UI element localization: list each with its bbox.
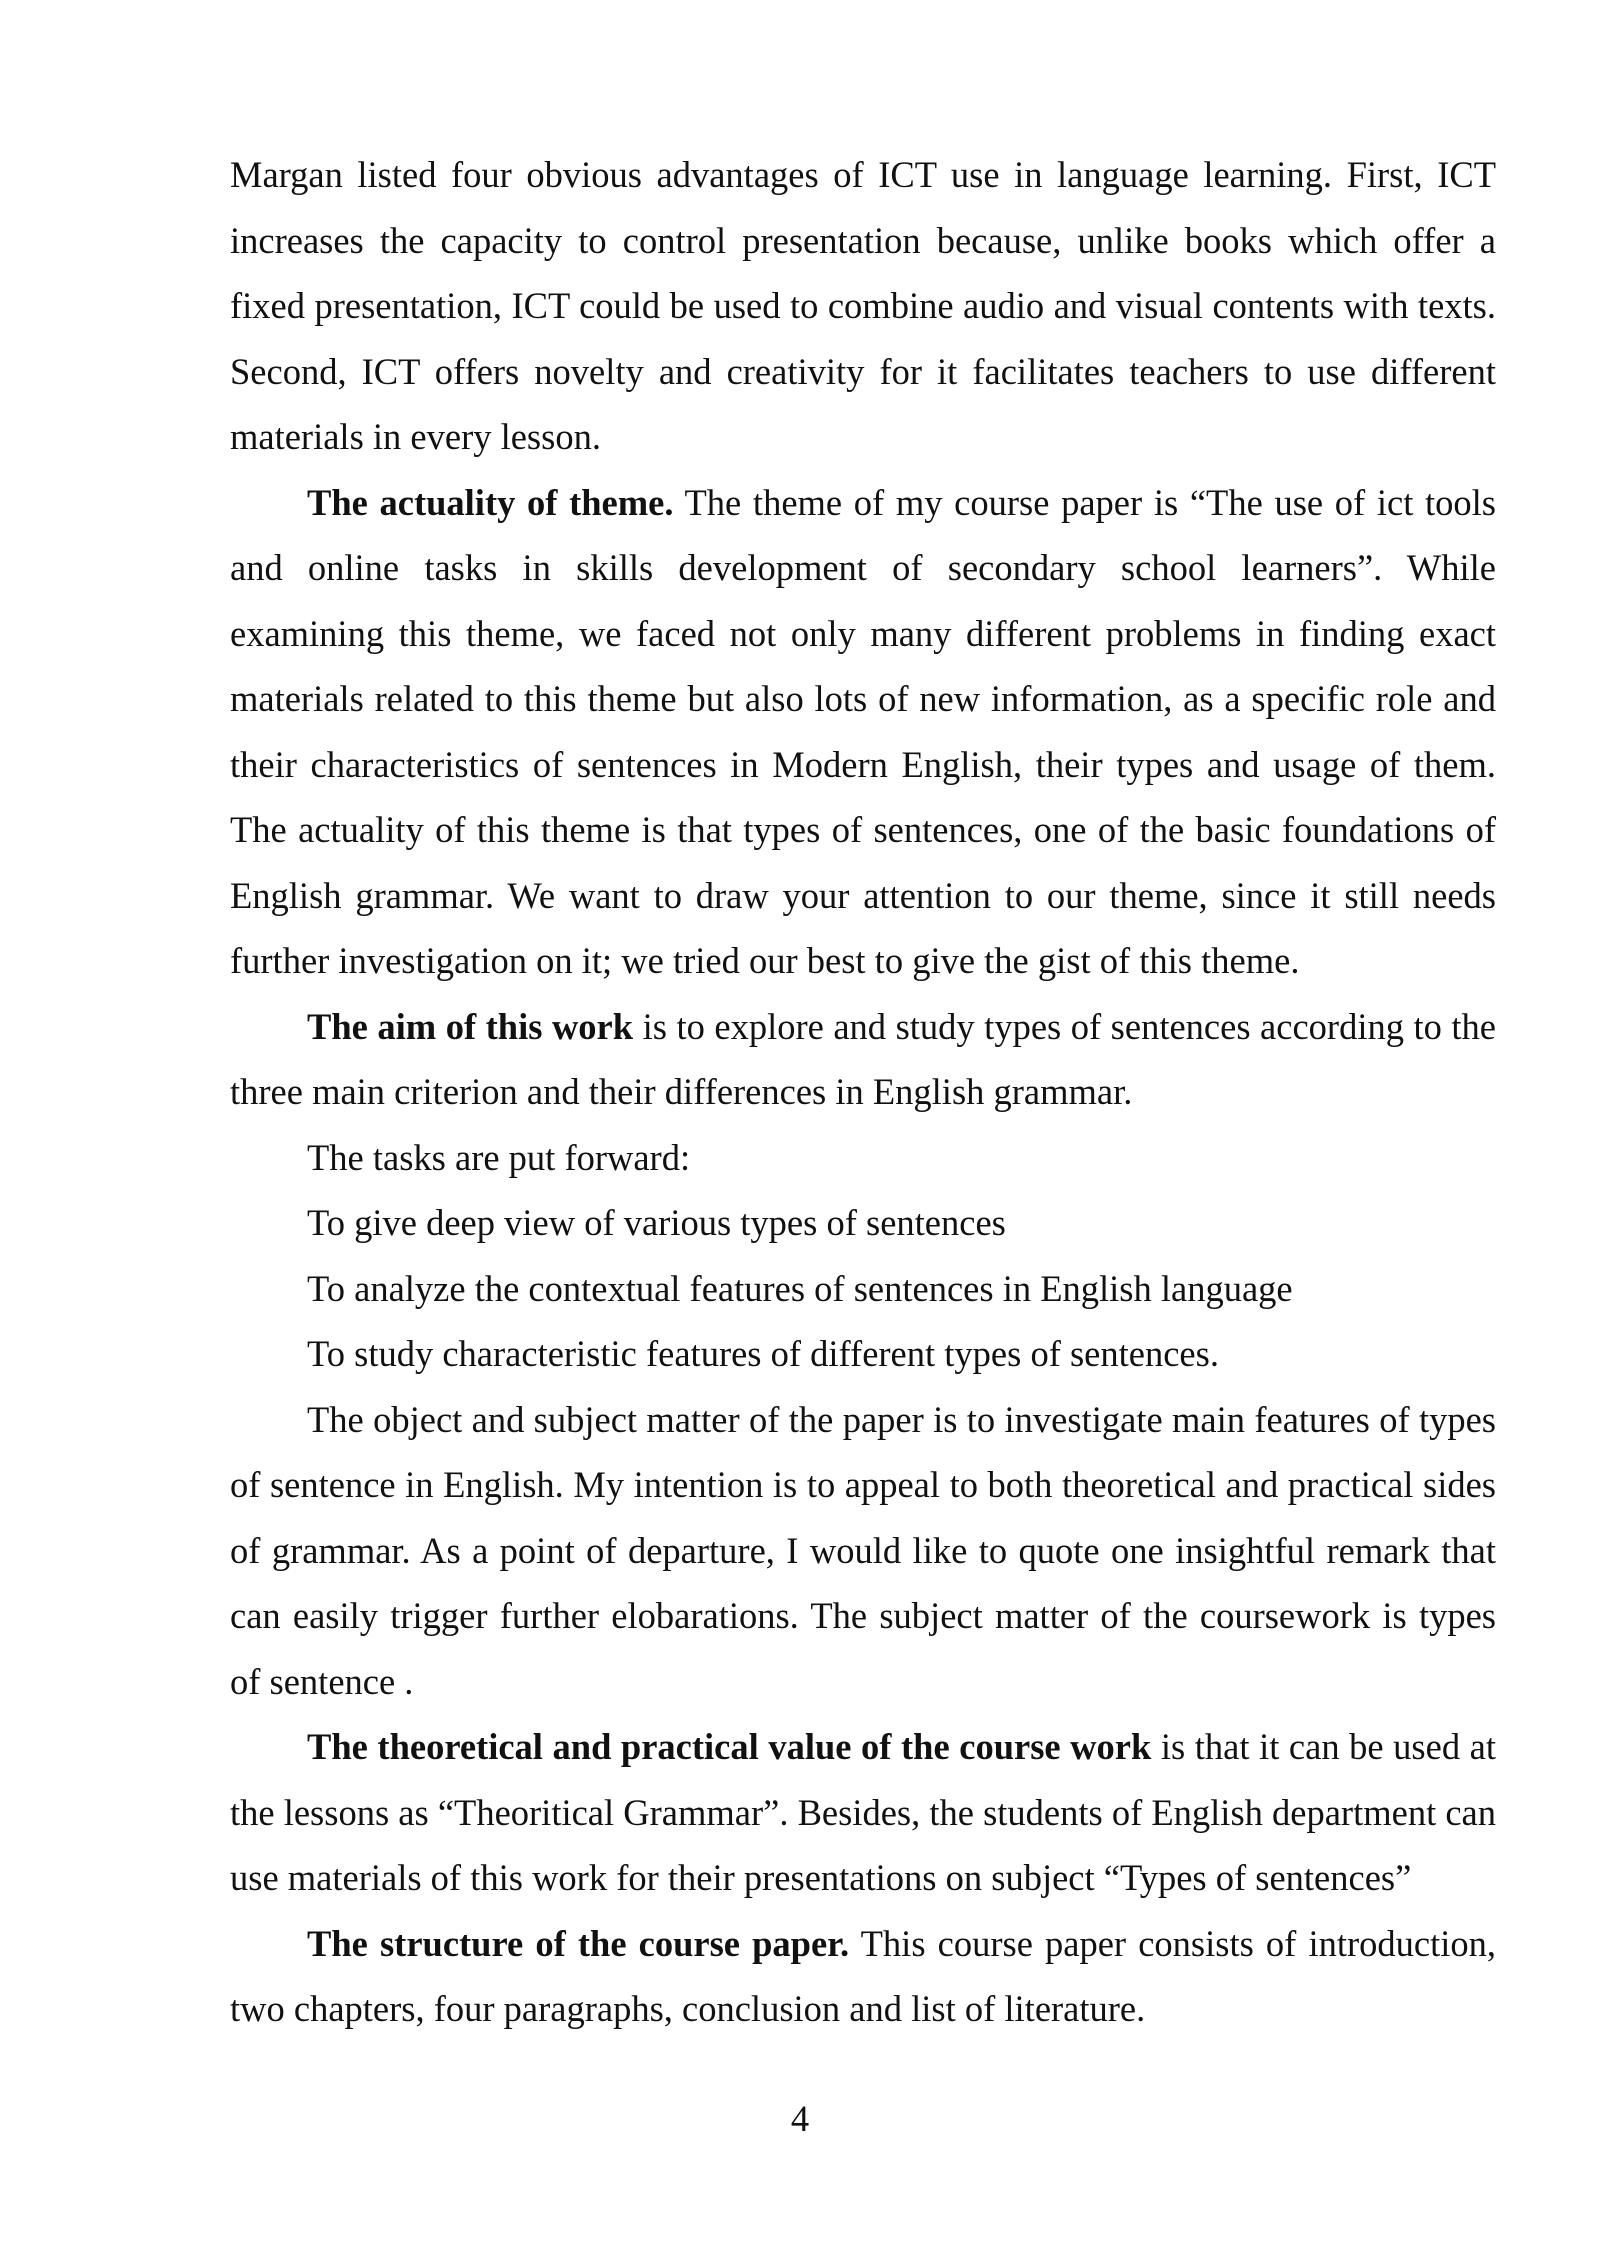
intro-paragraph: Margan listed four obvious advantages of ICT use in language learning. First, ICT increases the capacity to control presentation because, unlike books which offer a fixed presentation, ICT could be used to combine audio and visual contents with texts. Second, ICT offers novelty and creativity for it facilitates teachers to use different materials in every lesson. (230, 154, 1496, 457)
document-page (230, 142, 1496, 2042)
page-number: 4 (790, 2098, 810, 2139)
task-item: To give deep view of various types of sentences (307, 1202, 1006, 1243)
actuality-paragraph (230, 470, 1496, 994)
actuality-text: The theme of my course paper is “The use of ict tools and online tasks in skills development of secondary school learners”. While examining this theme, we faced not only many different problems in finding exact materials related to this theme but also lots of new information, as a specific role and their characteristics of sentences in Modern English, their types and usage of them. The actuality of this theme is that types of sentences, one of the basic foundations of English grammar. We want to draw your attention to our theme, since it still needs further investigation on it; we tried our best to give the gist of this theme. (230, 481, 1497, 981)
aim-heading: The aim of this work (307, 1005, 634, 1047)
value-paragraph (230, 1714, 1496, 1911)
structure-paragraph (230, 1911, 1496, 2042)
aim-paragraph (230, 994, 1496, 1125)
structure-text: This course paper consists of introduction, two chapters, four paragraphs, conclusion and list of literature. (230, 1922, 1497, 2029)
value-text: is that it can be used at the lessons as “Theoritical Grammar”. Besides, the students of English department can use materials of this work for their presentations on subject “Types of sentences” (230, 1726, 1496, 1898)
structure-heading: The structure of the course paper. (307, 1922, 850, 1964)
tasks-intro: The tasks are put forward: (307, 1136, 691, 1178)
value-heading: The theoretical and practical value of the course work (307, 1726, 1152, 1767)
task-item: To study characteristic features of different types of sentences. (307, 1333, 1219, 1374)
task-item: To analyze the contextual features of sentences in English language (307, 1267, 1293, 1309)
aim-text: is to explore and study types of sentences according to the three main criterion and their differences in English grammar. (230, 1005, 1496, 1112)
object-paragraph: The object and subject matter of the paper is to investigate main features of types of sentence in English. My intention is to appeal to both theoretical and practical sides of grammar. As a point of departure, I would like to quote one insightful remark that can easily trigger further elobarations. The subject matter of the coursework is types of sentence . (230, 1398, 1496, 1702)
actuality-heading: The actuality of theme. (307, 481, 674, 523)
